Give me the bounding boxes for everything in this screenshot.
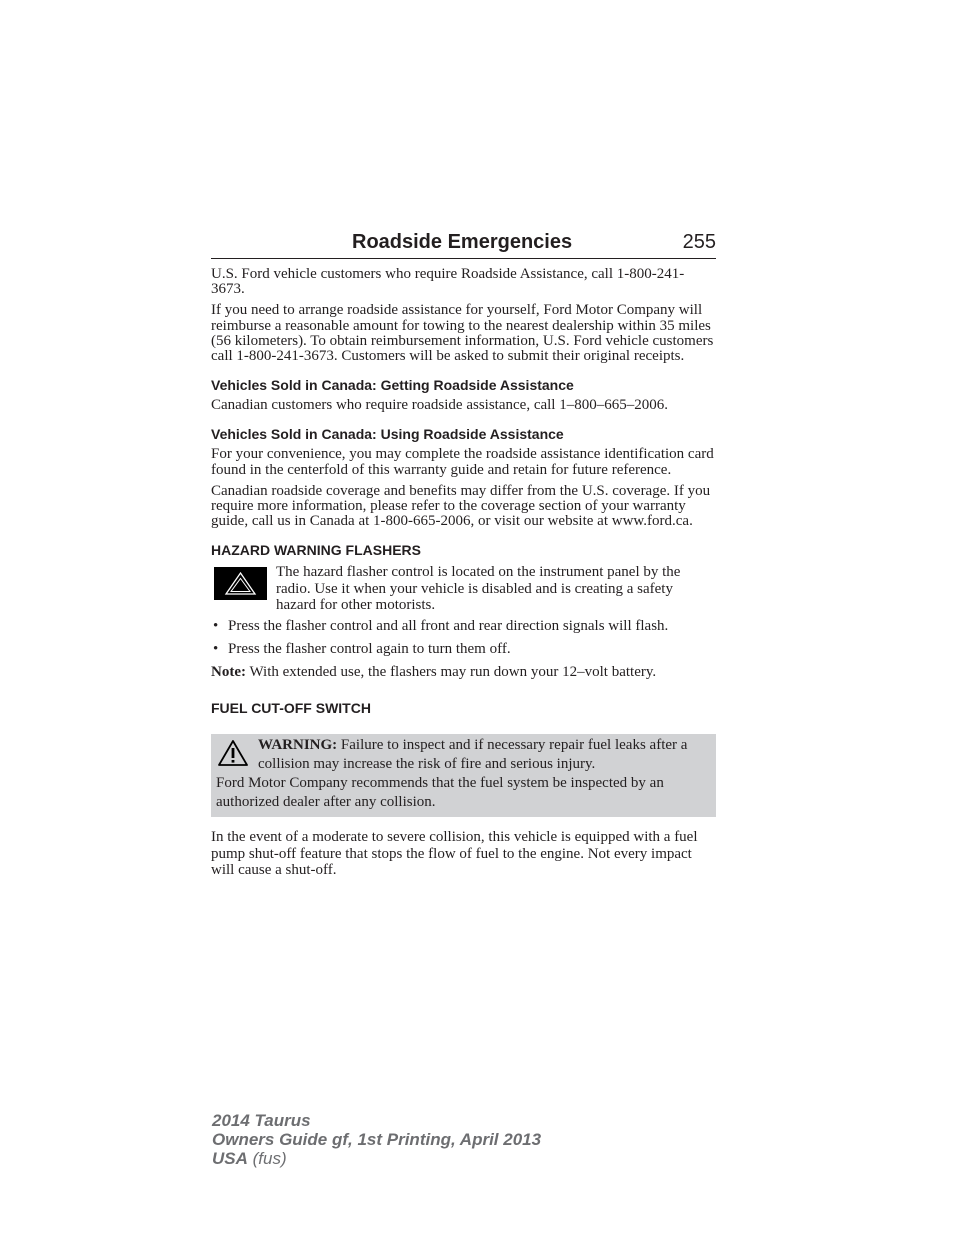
bullet-marker: • bbox=[213, 640, 219, 657]
warning-triangle-icon bbox=[217, 739, 249, 772]
fuel-heading: FUEL CUT-OFF SWITCH bbox=[211, 700, 371, 717]
footer-printing: Owners Guide gf, 1st Printing, April 2013 bbox=[212, 1130, 542, 1149]
canada-using-heading: Vehicles Sold in Canada: Using Roadside Assistance bbox=[211, 426, 564, 443]
canada-getting-paragraph: Canadian customers who require roadside assistance, call 1–800–665–2006. bbox=[211, 397, 668, 414]
hazard-triangle-icon bbox=[214, 567, 267, 600]
list-item bbox=[211, 619, 716, 635]
intro-paragraph-2: If you need to arrange roadside assistance for yourself, Ford Motor Company will reimburse a reasonable amount for towing to the nearest dealership within 35 miles (56 kilometers). To obtain reimbursement information, U.S. Ford vehicle customers call 1-800-241-3673. Customers will be asked to submit their original receipts. bbox=[211, 302, 714, 365]
warning-label: WARNING: bbox=[258, 737, 338, 754]
manual-page bbox=[211, 228, 716, 879]
canada-getting-heading: Vehicles Sold in Canada: Getting Roadside Assistance bbox=[211, 377, 574, 394]
hazard-heading: HAZARD WARNING FLASHERS bbox=[211, 542, 421, 559]
hazard-note bbox=[211, 664, 716, 680]
footer-region bbox=[212, 1149, 541, 1168]
note-text: With extended use, the flashers may run down your 12–volt battery. bbox=[245, 664, 657, 681]
intro-paragraph-1: U.S. Ford vehicle customers who require Roadside Assistance, call 1-800-241-3673. bbox=[211, 266, 685, 298]
warning-box bbox=[211, 734, 716, 817]
page-number: 255 bbox=[682, 231, 716, 253]
footer-model: 2014 Taurus bbox=[212, 1111, 311, 1130]
canada-using-paragraph-2: Canadian roadside coverage and benefits may differ from the U.S. coverage. If you require more information, please refer to the coverage section of your warranty guide, call us in Canada at 1-800-665-2006, or visit our website at www.ford.ca. bbox=[211, 482, 711, 530]
page-body bbox=[211, 267, 716, 879]
note-label: Note: bbox=[211, 664, 246, 681]
bullet-text: Press the flasher control and all front and rear direction signals will flash. bbox=[228, 618, 669, 635]
bullet-text: Press the flasher control again to turn them off. bbox=[228, 640, 511, 657]
hazard-bullet-list bbox=[211, 619, 716, 657]
bullet-marker: • bbox=[213, 618, 219, 635]
warning-first-block bbox=[216, 736, 710, 774]
warning-text-2: Ford Motor Company recommends that the fuel system be inspected by an authorized dealer after any collision. bbox=[216, 775, 664, 810]
page-footer bbox=[212, 1111, 541, 1168]
page-header bbox=[211, 228, 716, 259]
footer-region-code: (fus) bbox=[247, 1149, 287, 1168]
footer-region-name: USA bbox=[212, 1149, 248, 1168]
warning-text-1 bbox=[258, 736, 710, 773]
list-item bbox=[211, 642, 716, 658]
hazard-text: The hazard flasher control is located on the instrument panel by the radio. Use it when your vehicle is disabled and is creating a safety hazard for other motorists. bbox=[276, 564, 681, 614]
hazard-description bbox=[211, 564, 716, 614]
warning-body: Failure to inspect and if necessary repair fuel leaks after a collision may increase the risk of fire and serious injury. bbox=[258, 737, 688, 772]
canada-using-paragraph-1: For your convenience, you may complete the roadside assistance identification card found in the centerfold of this warranty guide and retain for future reference. bbox=[211, 446, 714, 478]
section-title: Roadside Emergencies bbox=[352, 231, 573, 253]
fuel-paragraph: In the event of a moderate to severe collision, this vehicle is equipped with a fuel pump shut-off feature that stops the flow of fuel to the engine. Not every impact will cause a shut-off. bbox=[211, 829, 698, 879]
